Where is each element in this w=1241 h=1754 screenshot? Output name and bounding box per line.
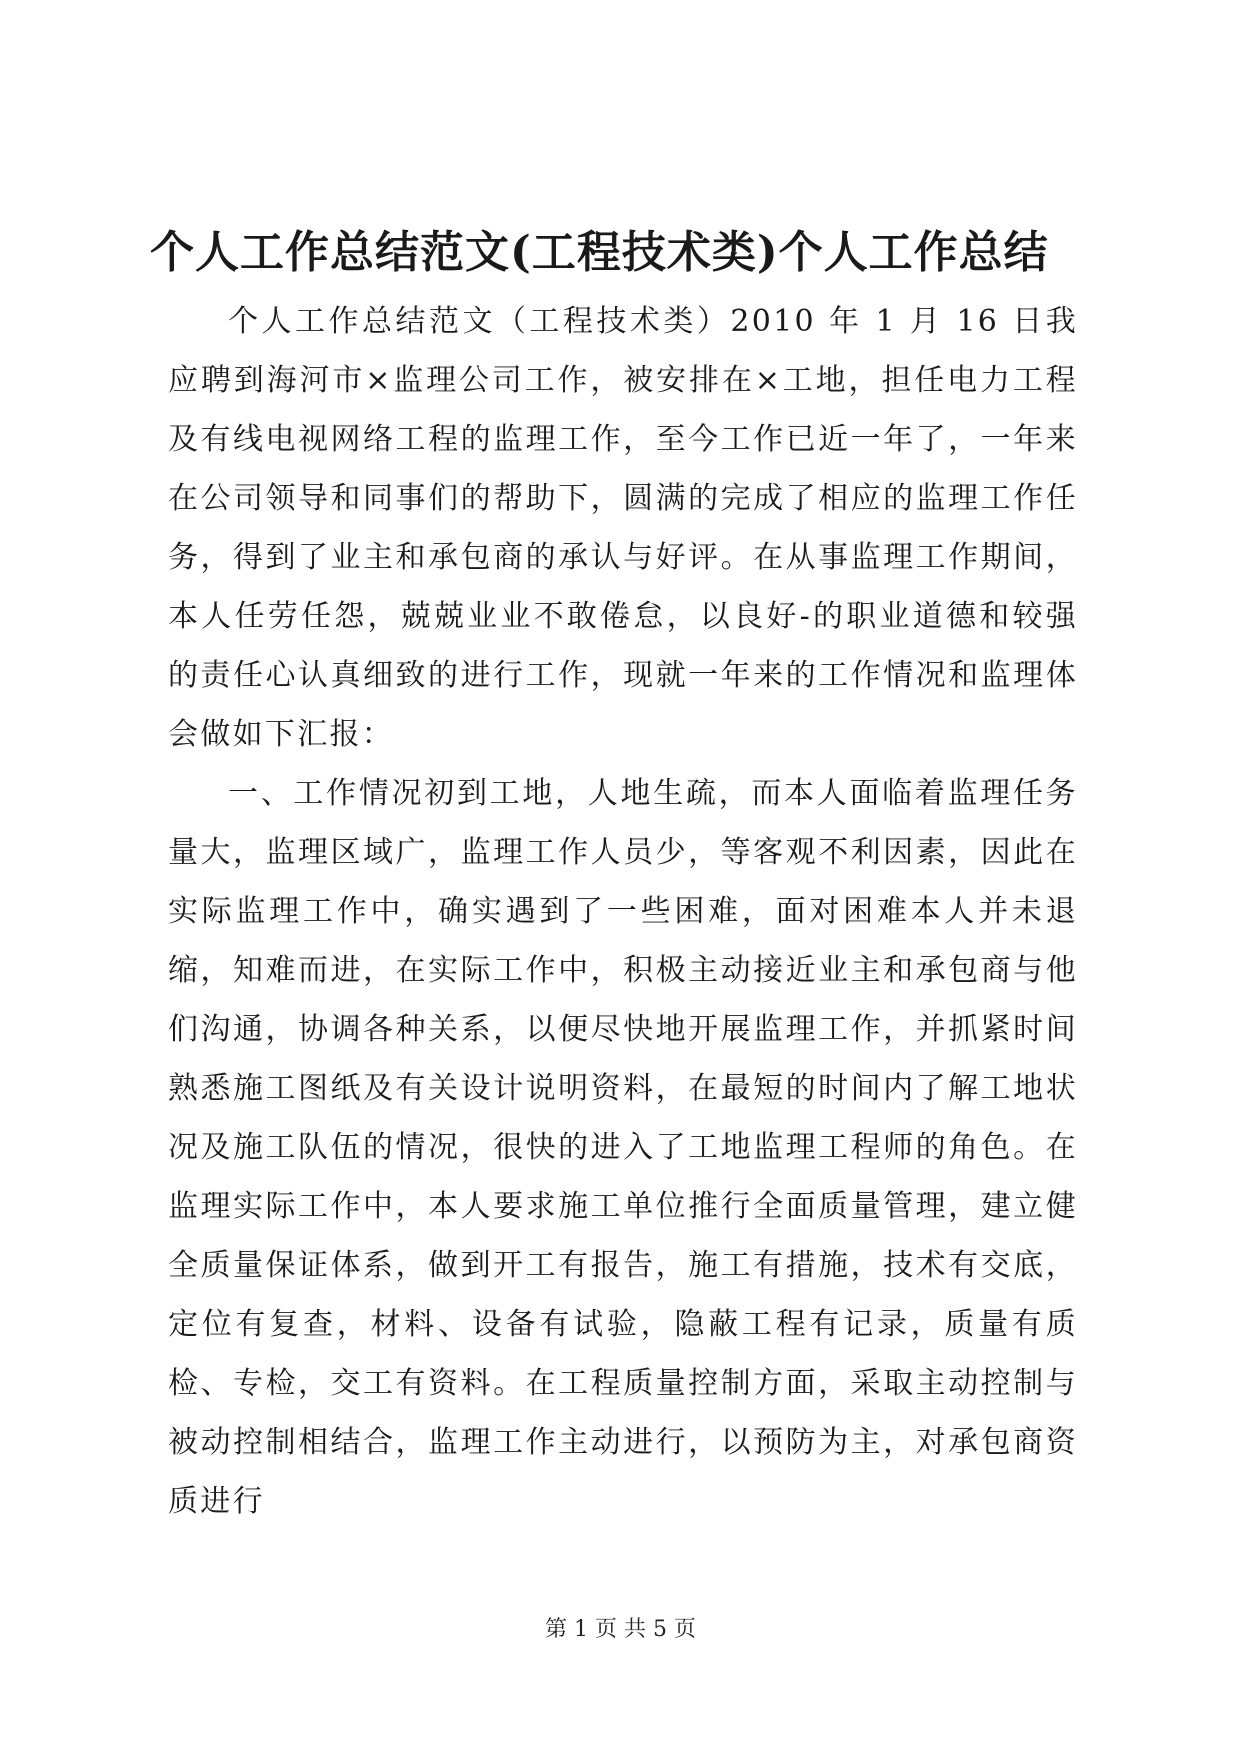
document-title: 个人工作总结范文(工程技术类)个人工作总结 xyxy=(150,227,1049,278)
page-number-footer: 第 1 页 共 5 页 xyxy=(545,1617,696,1642)
paragraph-intro: 个人工作总结范文（工程技术类）2010 年 1 月 16 日我应聘到海河市×监理公司工作，被安排在×工地，担任电力工程及有线电视网络工程的监理工作，至今工作已近一年了，一年来在公司领导和同事们的帮助下，圆满的完成了相应的监理工作任务，得到了业主和承包商的承认与好评。在从事监理工作期间，本人任劳任怨，兢兢业业不敢倦怠，以良好-的职业道德和较强的责任心认真细致的进行工作，现就一年来的工作情况和监理体会做如下汇报： xyxy=(168,304,1078,752)
document-body xyxy=(168,292,1078,1531)
paragraph-work-situation: 一、工作情况初到工地，人地生疏，而本人面临着监理任务量大，监理区域广，监理工作人员少，等客观不利因素，因此在实际监理工作中，确实遇到了一些困难，面对困难本人并未退缩，知难而进，在实际工作中，积极主动接近业主和承包商与他们沟通，协调各种关系，以便尽快地开展监理工作，并抓紧时间熟悉施工图纸及有关设计说明资料，在最短的时间内了解工地状况及施工队伍的情况，很快的进入了工地监理工程师的角色。在监理实际工作中，本人要求施工单位推行全面质量管理，建立健全质量保证体系，做到开工有报告，施工有措施，技术有交底，定位有复查，材料、设备有试验，隐蔽工程有记录，质量有质检、专检，交工有资料。在工程质量控制方面，采取主动控制与被动控制相结合，监理工作主动进行，以预防为主，对承包商资质进行 xyxy=(168,776,1078,1519)
